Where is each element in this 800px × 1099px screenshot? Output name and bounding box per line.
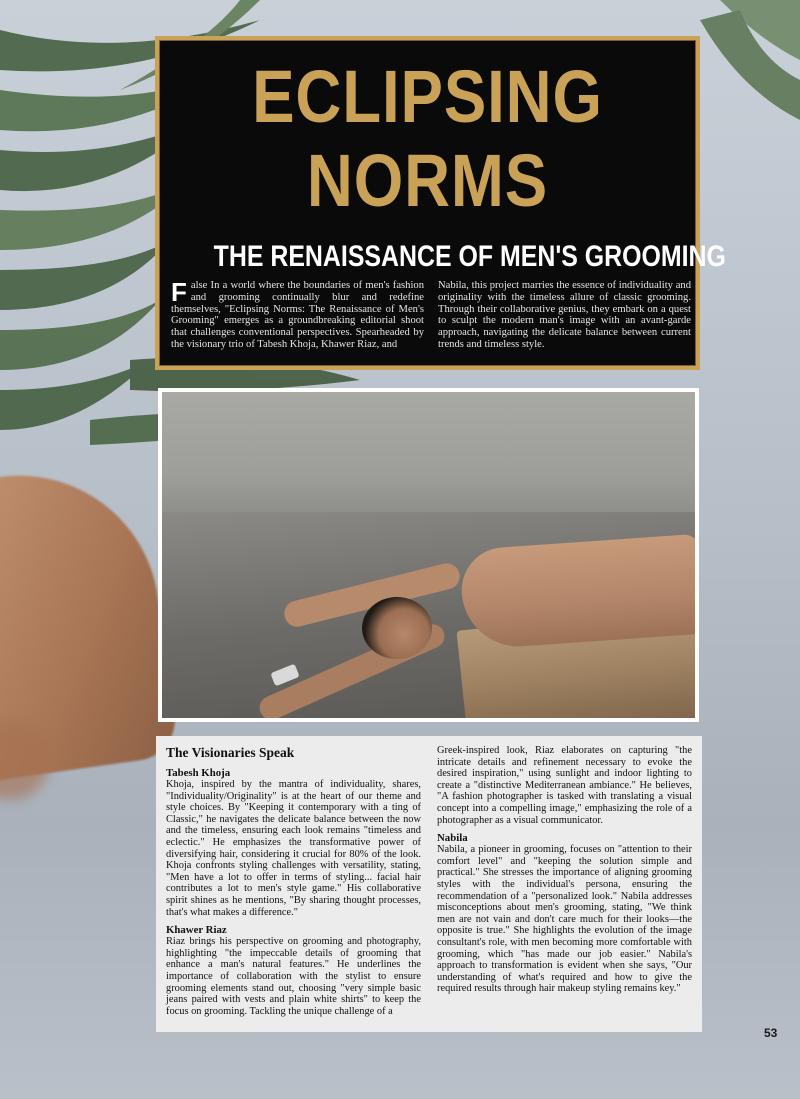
article-heading: The Visionaries Speak	[166, 745, 295, 760]
photo-model-head	[362, 597, 432, 659]
subtitle: THE RENAISSANCE OF MEN'S GROOMING	[213, 240, 726, 273]
title-line-2: NORMS	[306, 139, 549, 222]
section-name-tabesh: Tabesh Khoja	[166, 767, 231, 779]
section-name-nabila: Nabila	[437, 832, 468, 845]
section-text-nabila: Nabila, a pioneer in grooming, focuses on "attention to their comfort level" and "keeping the solution simple and practical." She stresses the importance of aligning grooming styles with the individual's persona, ensuring the recommendation of a "personalized look." Nabila addresses misconceptions about men's grooming, stating, "We think men are not vain and don't care much for their looks—the opposite is true." She highlights the evolution of the image consultant's role, with men becoming more comfortable with grooming, which "has made our job easier." Nabila's approach to transformation is evident when she says, "Our understanding of what's required and how to give the required results through hair makeup styling remains key."	[437, 844, 692, 995]
intro-text	[171, 277, 691, 351]
section-name-khawer: Khawer Riaz	[166, 924, 227, 937]
photo-model-torso	[459, 534, 695, 650]
intro-column-2: Nabila, this project marries the essence of individuality and originality with the timeless allure of classic grooming. Through their collaborative genius, they embark on a quest to sculpt the modern man's image with an avant-garde approach, navigating the delicate balance between current trends and timeless style.	[438, 280, 691, 350]
intro-column-1	[171, 277, 424, 351]
article-box	[156, 736, 702, 1032]
article-column-1	[166, 745, 421, 1023]
title-box	[155, 36, 726, 370]
title-line-1: ECLIPSING	[252, 55, 603, 138]
section-text-khawer-cont: Greek-inspired look, Riaz elaborates on capturing "the intricate details and refinement necessary to evoke the desired inspiration," using sunlight and indoor lighting to create a "distinctive Mediterranean ambiance." He believes, "A fashion photographer is tasked with translating a visual concept into a compelling image," emphasizing the role of a photographer as a visual communicator.	[437, 745, 692, 826]
section-text-tabesh: Khoja, inspired by the mantra of individuality, shares, "Individuality/Originality" is at the heart of our theme and style choices. By "Keeping it contemporary with a ting of Classic," he navigates the delicate balance between the now and the timeless, ensuring each look remains "timeless and eclectic." He emphasizes the transformative power of diversifying hair, considering it crucial for 80% of the look. Khoja confronts styling challenges with versatility, stating, "Men have a lot to offer in terms of styling... facial hair contributes a lot to men's style game." His collaborative spirit shines as he mentions, "By sharing thought processes, that's what makes a difference."	[166, 779, 421, 918]
editorial-photo	[162, 392, 695, 718]
article-column-2	[437, 745, 692, 1023]
page-number: 53	[764, 1026, 778, 1040]
intro-col1-text: alse In a world where the boundaries of men's fashion and grooming continually blur and redefine themselves, "Eclipsing Norms: The Renaissance of Men's Grooming" emerges as a groundbreaking editorial shoot that challenges conventional perspectives. Spearheaded by the visionary trio of Tabesh Khoja, Khawer Riaz, and	[171, 280, 424, 350]
drop-cap: F	[171, 277, 187, 307]
section-text-khawer: Riaz brings his perspective on grooming and photography, highlighting "the impeccable details of grooming that enhance a man's natural features." He underlines the importance of collaboration with the stylist to ensure grooming elements stand out, choosing "very simple basic jeans paired with vests and plain white shirts" to keep the focus on grooming. Tackling the unique challenge of a	[166, 936, 421, 1017]
photo-frame	[158, 388, 699, 722]
